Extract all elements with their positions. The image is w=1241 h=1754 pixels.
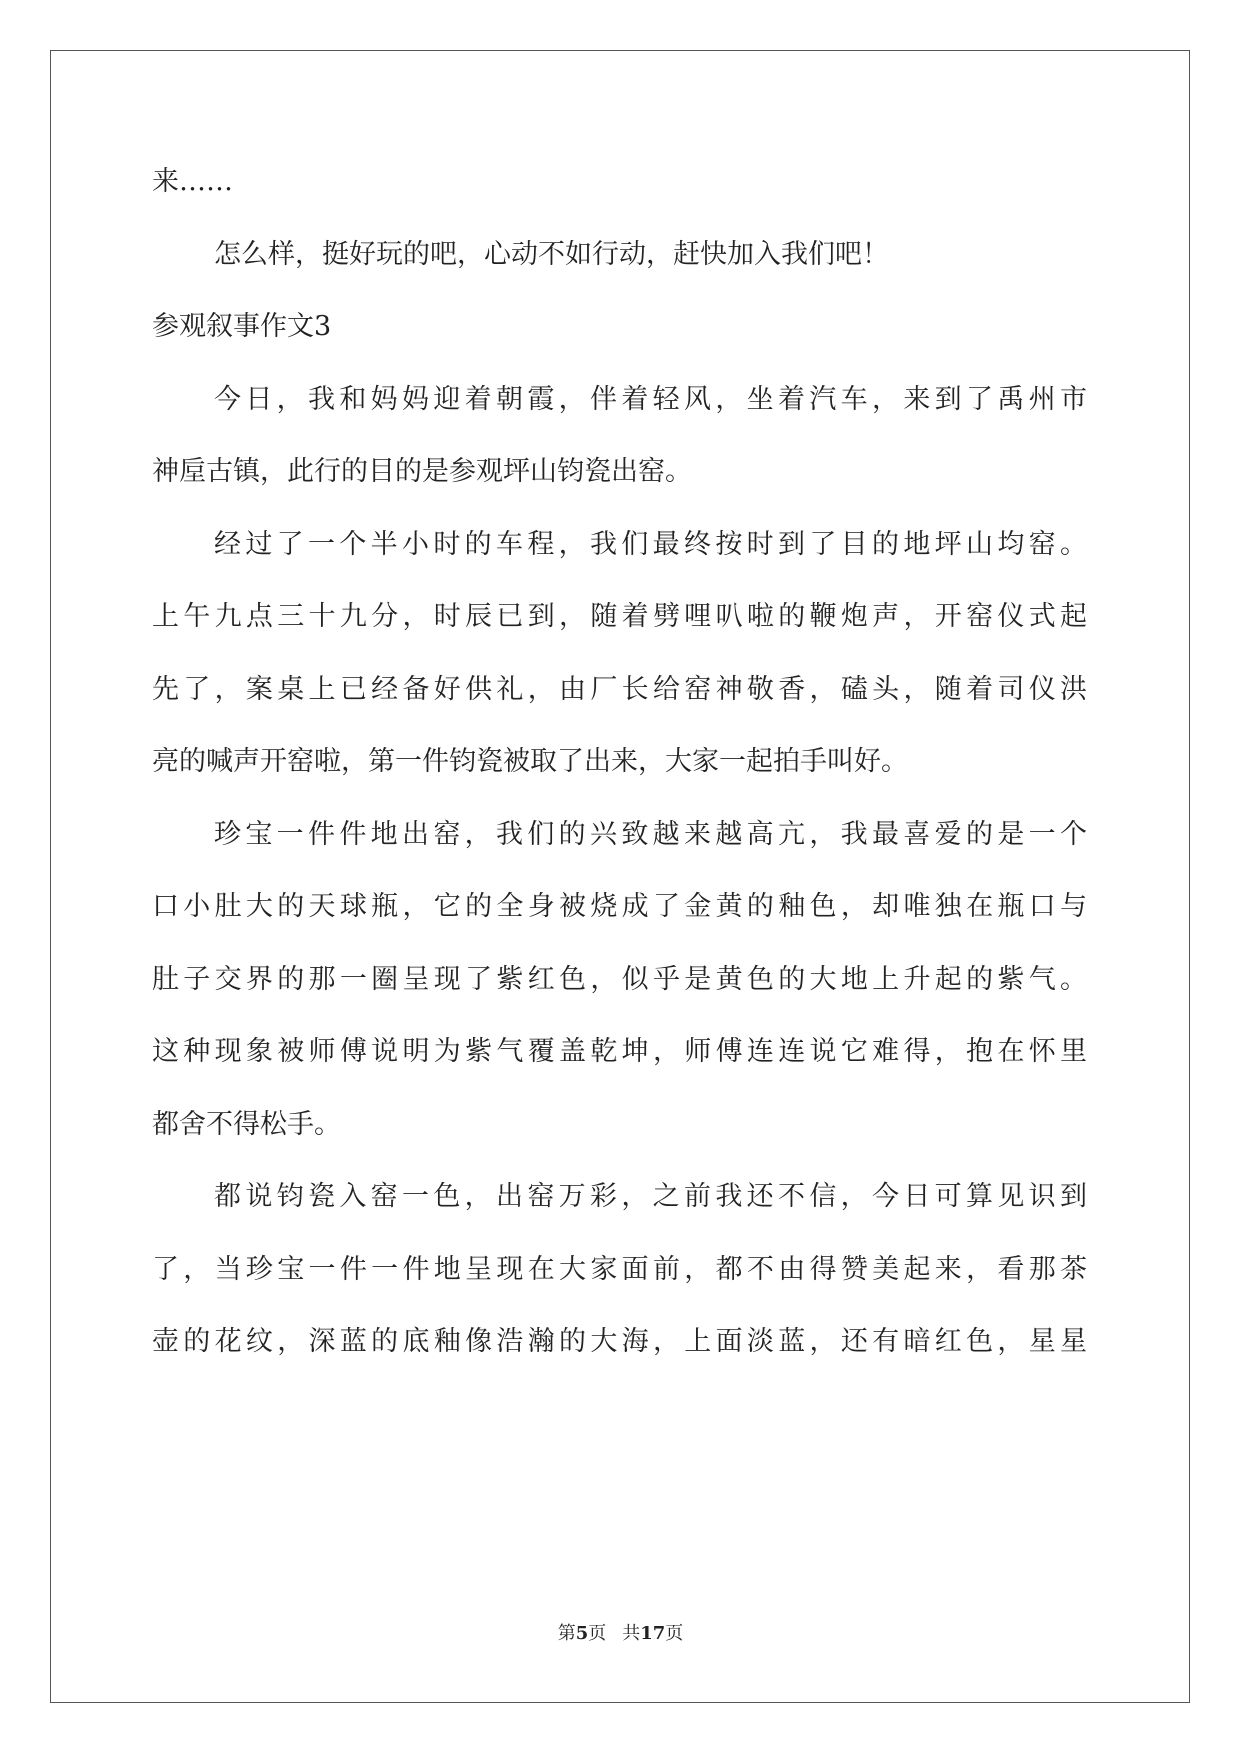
text-line: 今日，我和妈妈迎着朝霞，伴着轻风，坐着汽车，来到了禹州市 [214, 384, 1087, 415]
text-line: 都说钧瓷入窑一色，出窑万彩，之前我还不信，今日可算见识到 [214, 1181, 1087, 1212]
text-line: 亮的喊声开窑啦，第一件钧瓷被取了出来，大家一起拍手叫好。 [152, 746, 908, 777]
text-line: 了，当珍宝一件一件地呈现在大家面前，都不由得赞美起来，看那茶 [152, 1254, 1087, 1285]
text-line: 先了，案桌上已经备好供礼，由厂长给窑神敬香，磕头，随着司仪洪 [152, 674, 1087, 705]
text-line: 这种现象被师傅说明为紫气覆盖乾坤，师傅连连说它难得，抱在怀里 [152, 1036, 1087, 1067]
page-border [50, 50, 1190, 1703]
text-line: 珍宝一件件地出窑，我们的兴致越来越高亢，我最喜爱的是一个 [214, 819, 1087, 850]
text-line: 都舍不得松手。 [152, 1109, 341, 1140]
page-footer [0, 1622, 1241, 1646]
text-line: 来…… [152, 166, 233, 197]
page-current: 5 [575, 1623, 589, 1644]
page-total: 17 [640, 1623, 666, 1644]
text-line: 壶的花纹，深蓝的底釉像浩瀚的大海，上面淡蓝，还有暗红色，星星 [152, 1326, 1087, 1357]
page-suffix: 页 [588, 1623, 607, 1644]
text-line: 经过了一个半小时的车程，我们最终按时到了目的地坪山均窑。 [214, 529, 1087, 560]
section-heading: 参观叙事作文3 [152, 311, 332, 342]
total-suffix: 页 [665, 1623, 684, 1644]
page-prefix: 第 [557, 1623, 576, 1644]
text-line: 神垕古镇，此行的目的是参观坪山钧瓷出窑。 [152, 456, 692, 487]
text-line: 上午九点三十九分，时辰已到，随着劈哩叭啦的鞭炮声，开窑仪式起 [152, 601, 1087, 632]
text-line: 怎么样，挺好玩的吧，心动不如行动，赶快加入我们吧！ [214, 239, 889, 270]
text-line: 口小肚大的天球瓶，它的全身被烧成了金黄的釉色，却唯独在瓶口与 [152, 891, 1087, 922]
text-line: 肚子交界的那一圈呈现了紫红色，似乎是黄色的大地上升起的紫气。 [152, 964, 1087, 995]
total-prefix: 共 [622, 1623, 641, 1644]
